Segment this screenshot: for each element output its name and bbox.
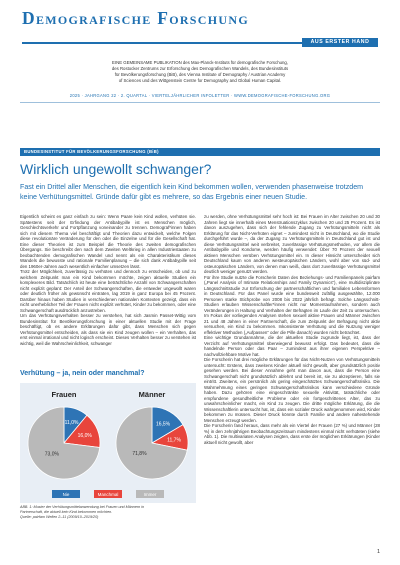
caption-line: Partnerschaft, die aktuell kein Kind bekommen möchten.: [20, 509, 113, 514]
pie-data-label: 16,5%: [155, 421, 171, 428]
body-paragraph: Die Forscherin fand heraus, dass mehr als ein Viertel der Frauen (27 %) und Männer (28 %) in den zehnjährigen Beobachtungszeitraum mindestens einmal nicht verhüteten (siehe Abb. 1). Die multivariaten Analysen zeigten, dass erste der möglichen Erklärungen (Kinder aktuell nicht gewollt, aber: [204, 423, 380, 445]
brand-rule: [22, 42, 304, 44]
legend-label-nie: Nie: [62, 492, 70, 497]
pie-data-label: 11,7%: [167, 437, 181, 444]
publisher-line: für Bevölkerungsforschung (BiB), des Vienna Institute of Demography / Austrian Academy: [114, 72, 286, 77]
brand-badge: AUS ERSTER HAND: [302, 38, 378, 47]
figure-title: Verhütung – ja, nein oder manchmal?: [20, 370, 145, 377]
pie-data-label: 71,8%: [132, 451, 147, 458]
issue-line: 2025 · JAHRGANG 22 · 2. QUARTAL · VIERTELJÄHRLICHER INFOLETTER · WWW.DEMOGRAFISCHE-FORSCHUNG.ORG: [69, 93, 331, 98]
pie-charts: [20, 383, 196, 503]
publisher-info: [20, 60, 380, 84]
legend-label-manchmal: Manchmal: [97, 492, 119, 497]
body-paragraph: zu werden, ohne Verhütungsmittel sehr hoch ist: Bei Frauen im Alter zwischen 20 und 30 Jahren liegt sie innerhalb eines Menstruationszyklus zwischen 20 und 25 Prozent. Es ist davon auszugehen, dass sich der fehlende Zugang zu Verhütungsmitteln nicht als Erklärung für das Nicht-Verhüten eignet – zumindest nicht in Deutschland, wo die Studie durchgeführt wurde –, da der Zugang zu Verhütungsmitteln in Deutschland gut ist und diese Verhütungsmittel weit verbreitet, zuverlässige Verhütungsmethoden, vor allem die Antibabypille und Kondome, werden häufig verwendet: Über 70 Prozent der sexuell aktiven Menschen verüben Verhütungsmittel ein. In dieser Hinsicht unterscheidet sich Deutschland kaum von anderen westeuropäischen Ländern, wohl aber von süd- und osteuropäischen Ländern, von denen man weiß, dass dort zuverlässige Verhütungsmittel deutlich weniger genutzt werden.: [204, 214, 380, 274]
pie-data-label: 16,0%: [77, 432, 92, 439]
publisher-line: EINE GEMEINSAME PUBLIKATION des Max-Planck-Instituts für demografische Forschung,: [112, 60, 288, 65]
caption-line: ABB. 1: Muster der Verhütungsmittelanwendung bei Frauen und Männern in: [20, 505, 145, 509]
body-paragraph: Trotz der Möglichkeit, zuverlässig zu verhüten und dennoch zu entscheiden, ob und zu welchem Zeitpunkt man ein Kind bekommen möchte, zeigen aktuelle Studien ein komplexeres Bild. Tatsächlich ist heute eine beträchtliche Anzahl von Schwangerschaften nicht explizit geplant: Der Anteil der Schwangerschaften, die entweder ungewollt waren oder deutlich früher als gewünscht eintraten, lag 2019 in ganz Europa bei 45 Prozent. Darüber hinaus haben Studien in verschiedenen nationalen Kontexten gezeigt, dass ein nicht unerheblicher Teil der Frauen nicht explizit verhütet, Kinder zu bekommen, oder eine Schwangerschaft ausdrücklich anzustreben.: [20, 269, 196, 313]
group-label-maenner: Männer: [138, 390, 166, 399]
lead-line: keine Verhütungsmittel. Gründe dafür gibt es mehrere, so das Ergebnis einer neuen Studie.: [20, 193, 308, 201]
pie-frauen: [28, 407, 100, 479]
masthead: [22, 8, 378, 48]
caption-line: Quelle: pairfam Wellen 2–11 (2009/10–2019/20): [20, 514, 99, 519]
lead-line: Fast ein Drittel aller Menschen, die eigentlich kein Kind bekommen wollen, verwenden phasenweise trotzdem: [20, 183, 364, 191]
publisher-line: des Rostocker Zentrums zur Erforschung des Demografischen Wandels, des Bundesinstituts: [111, 66, 289, 71]
group-label-frauen: Frauen: [51, 390, 77, 399]
figure-panel: [20, 383, 196, 503]
legend-label-immer: Immer: [143, 492, 157, 497]
section-label: BUNDESINSTITUT FÜR BEVÖLKERUNGSFORSCHUNG (BiB): [24, 149, 159, 154]
publisher-line: of Sciences und des Wittgenstein Centre for Demography and Global Human Capital.: [118, 78, 282, 83]
article-lead: [20, 182, 380, 202]
body-paragraph: Die Forscherin hat drei mögliche Erklärungen für das Nicht-Nutzen von Verhütungsmitteln untersucht: Erstens, dass zweitens Kinder aktuell nicht gewollt, aber grundsätzlich positiv gesehen werden. Bei dieser Annahme geht man davon aus, dass die Person eine Schwangerschaft nicht grundsätzlich ablehnt und bereit ist, sie zu akzeptieren, falls sie eintritt. Zweitens, ein persönlich als gering eingeschätztes Schwangerschaftsrisiko. Die Wahrnehmung eines geringen Schwangerschaftsrisikos kann verschiedene Gründe haben. Dazu gehören eine eingeschränkte sexuelle Aktivität, tatsächliche oder empfundene gesundheitliche Probleme oder ein fortgeschrittenes Alter, das zu unwahrscheinlicher macht, ein Kind zu zeugen. Die dritte mögliche Erklärung, die die Wissenschaftlerin untersucht hat, ist, dass ein sozialer Druck wahrgenommen wird, Kinder bekommen zu müssen. Dieser Druck könnte durch Familie und andere nahestehende Menschen erzeugt werden.: [204, 357, 380, 423]
body-paragraph: Um das Verhütungsverhalten besser zu verstehen, hat sich Jasmin Passet-Wittig vom Bundesinstitut für Bevölkerungsforschung in einer aktuellen Studie mit der Frage beschäftigt, ob es andere Erklärungen dafür gibt, dass Menschen sich gegen Verhütungsmittel entscheiden, als dass sie ein Kind zeugen wollen – ein Verhalten, das erst einmal irrational und nicht logisch erscheint. Dieses Verhalten besser zu verstehen ist wichtig, weil die Wahrscheinlichkeit, schwanger: [20, 313, 196, 346]
body-paragraph: Eigentlich scheint es ganz einfach zu sein: Wenn Paare kein Kind wollen, verhüten sie. Spätestens seit der Erfindung der Antibabypille ist es Menschen möglich, Geschlechtsverkehr und Fortpflanzung voneinander zu trennen. Demograf*innen haben sich mit diesem Thema viel beschäftigt und Theorien dazu entwickelt, welche Folgen diese revolutionäre Veränderung für den oder die Einzelne und für die Gesellschaft hat. Eine dieser Theorien ist zum Beispiel die Theorie des zweiten demografischen Übergangs. Sie beschreibt den nach dem Zweiten Weltkrieg in allen Industriestaaten zu beobachtenden demografischen Wandel und nennt als ein Charakteristikum dieses Wandels die bewusste und rationale Familienplanung – die sich dank Antibabypille seit den 1960er-Jahren auch wesentlich einfacher umsetzen lässt.: [20, 214, 196, 269]
page-number: 1: [376, 549, 380, 555]
body-column-right: [204, 214, 380, 445]
article-headline: Wirklich ungewollt schwanger?: [20, 161, 212, 177]
pie-data-label: 11,0%: [64, 419, 79, 426]
body-paragraph: Eine wichtige Grundannahme, die der aktuellen Studie zugrunde liegt, ist, dass der Verzicht auf Verhütungsmittel überwiegend bewusst erfolgt. Das bedeutet, dass die handelnde Person oder das Paar – zumindest aus ihrer eigenen Perspektive – nachvollziehbare Motive hat.: [204, 335, 380, 357]
issue-rule: [20, 102, 380, 103]
section-bar: [20, 148, 380, 156]
brand-title: Demografische Forschung: [22, 8, 249, 28]
body-column-left: [20, 214, 196, 346]
figure-caption: [20, 505, 196, 519]
pie-maenner: [116, 407, 188, 479]
body-paragraph: Für ihre Studie nutzte die Forscherin Daten des Beziehungs- und Familienpanels pairfam („Panel Analysis of Intimate Relationships and Family Dynamics“), eine multidisziplinäre Längsschnittstudie zur Erforschung der partnerschaftlichen und familialen Lebensformen in Deutschland. Für das Panel wurde eine bundesweit zufällig ausgewählte, 12.000 Personen starke Stichprobe von 2008 bis 2022 jährlich befragt. Solche Längsschnitt-Studien erlauben Wissenschaftler*innen nicht nur Momentaufnahmen, sondern auch Veränderungen in Haltung und Verhalten der Befragten im Laufe der Zeit zu untersuchen. Im Fokus der vorliegenden Analysen stehen sexuell aktive Frauen und Männer zwischen 21 und 48 Jahren in einer Partnerschaft, die zum Zeitpunkt der Befragung nicht aktiv versuchen, ein Kind zu bekommen. Inkonsistente Verhütung und die Nutzung weniger effektiver Methoden („Aufpassen“ oder die Pille danach) wurden nicht betrachtet.: [204, 274, 380, 335]
pie-data-label: 73,0%: [44, 451, 59, 458]
